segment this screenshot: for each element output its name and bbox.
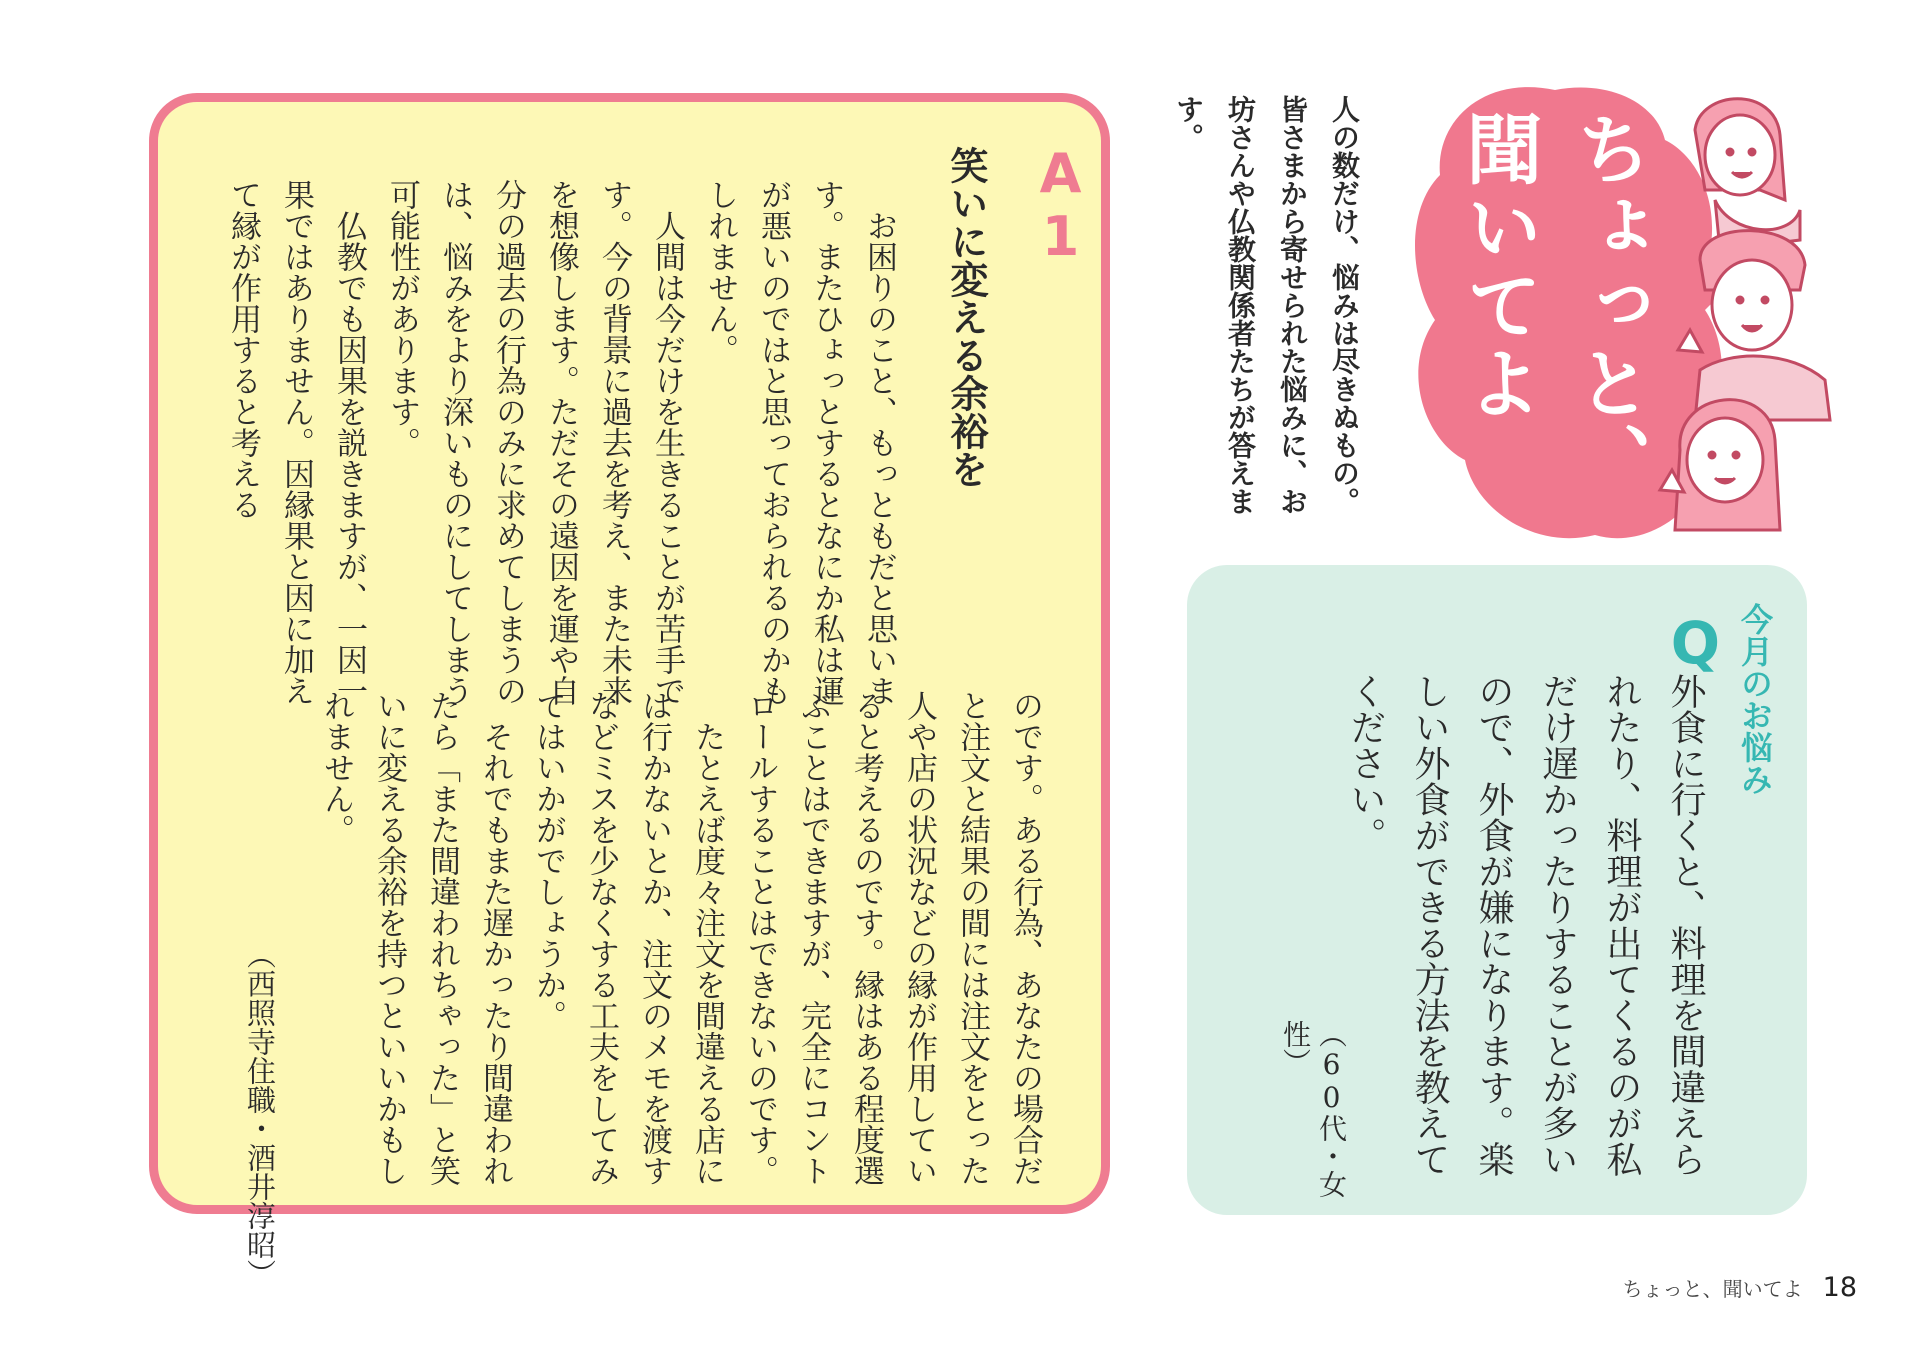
question-tag: 今月のお悩み — [1736, 603, 1774, 795]
answer-body-lower — [318, 690, 1051, 1190]
answer-title: 笑いに変える余裕を — [944, 146, 989, 488]
answer-paragraph: 人間は今だけを生きることが苦手です。今の背景に過去を考え、また未来を想像します。ただその遠因を運や自分の過去の行為のみに求めてしまうのは、悩みをより深いものにしてしまう可能性があります。 — [384, 179, 685, 706]
header-description: 人の数だけ、悩みは尽きぬもの。皆さまから寄せられた悩みに、お坊さんや仏教関係者たちが答えます。 — [1172, 95, 1361, 515]
answer-badge: A1 — [1029, 142, 1092, 268]
page-number: 18 — [1822, 1272, 1857, 1303]
answer-paragraph: たとえば度々注文を間違える店には行かないとか、注文のメモを渡すなどミスを少なくする工夫をしてみてはいかがでしょうか。 — [530, 690, 725, 1186]
question-panel — [1187, 565, 1807, 1215]
question-text: 外食に行くと、料理を間違えられたり、料理が出てくるのが私だけ遅かったりすることが多いので、外食が嫌になります。楽しい外食ができる方法を教えてください。 — [1345, 673, 1706, 1177]
question-signature: （60代・女性） — [1279, 1020, 1348, 1198]
people-illustration — [1660, 90, 1840, 540]
running-title: ちょっと、聞いてよ — [1622, 1277, 1803, 1301]
question-badge: Q — [1670, 609, 1720, 677]
header-title-line2: 聞いてよ — [1454, 110, 1543, 422]
page-footer — [1623, 1272, 1857, 1303]
answer-paragraph: のです。ある行為、あなたの場合だと注文と結果の間には注文をとった人や店の状況などの縁が作用していると考えるのです。縁はある程度選ぶことはできますが、完全にコントロールすることはできないのです。 — [742, 690, 1043, 1186]
answer-paragraph: お困りのこと、もっともだと思います。またひょっとするとなにか私は運が悪いのではと思っておられるのかもしれません。 — [702, 179, 897, 706]
answer-paragraph: 仏教でも因果を説きますが、一因一果ではありません。因縁果と因に加えて縁が作用すると考える — [225, 179, 367, 706]
answer-body-upper — [225, 179, 905, 719]
header-title-line1: ちょっと、 — [1564, 110, 1653, 500]
answer-signature: （西照寺住職・酒井淳昭） — [243, 940, 277, 1288]
answer-paragraph: それでもまた遅かったり間違われたら「また間違われちゃった」と笑いに変える余裕を持つといいかもしれません。 — [318, 690, 513, 1186]
answer-panel — [149, 93, 1110, 1288]
